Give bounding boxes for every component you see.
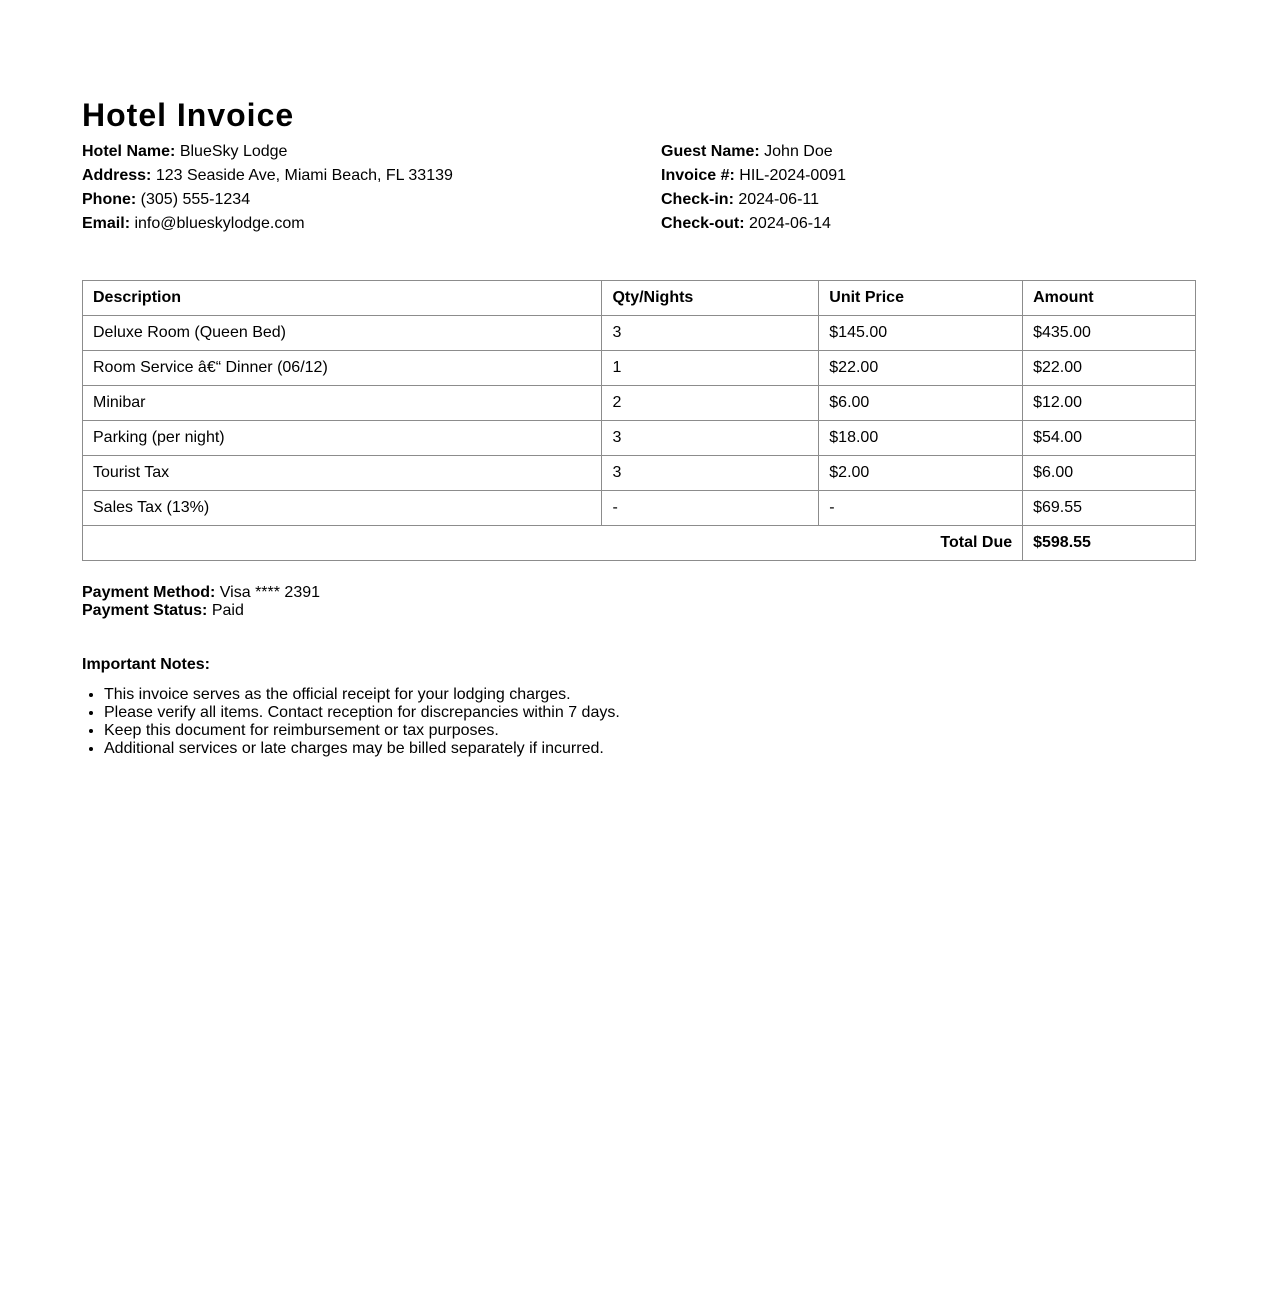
cell-description: Minibar xyxy=(83,386,602,421)
hotel-name-line xyxy=(82,140,453,164)
hotel-name-label: Hotel Name: xyxy=(82,143,176,160)
list-item: • Additional services or late charges may be billed separately if incurred. xyxy=(104,740,620,758)
hotel-name-value: BlueSky Lodge xyxy=(179,143,288,160)
invoice-number-label: Invoice #: xyxy=(661,167,735,184)
checkin-line xyxy=(661,188,846,212)
cell-unit-price: - xyxy=(819,491,1023,526)
table-row xyxy=(83,386,1196,421)
cell-description: Deluxe Room (Queen Bed) xyxy=(83,316,602,351)
payment-status-value: Paid xyxy=(211,602,244,619)
guest-name-label: Guest Name: xyxy=(661,143,760,160)
cell-qty: 3 xyxy=(602,421,819,456)
notes-title: Important Notes: xyxy=(82,656,210,673)
cell-amount: $22.00 xyxy=(1023,351,1196,386)
cell-description: Parking (per night) xyxy=(83,421,602,456)
checkout-label: Check-out: xyxy=(661,215,745,232)
cell-amount: $12.00 xyxy=(1023,386,1196,421)
total-due-value: $598.55 xyxy=(1023,526,1196,561)
cell-qty: 2 xyxy=(602,386,819,421)
hotel-phone-value: (305) 555-1234 xyxy=(140,191,251,208)
list-item: • This invoice serves as the official receipt for your lodging charges. xyxy=(104,686,620,704)
cell-unit-price: $18.00 xyxy=(819,421,1023,456)
checkout-line xyxy=(661,212,846,236)
guest-info xyxy=(661,140,846,236)
invoice-number-line xyxy=(661,164,846,188)
list-item: • Keep this document for reimbursement or tax purposes. xyxy=(104,722,620,740)
cell-description: Room Service â€“ Dinner (06/12) xyxy=(83,351,602,386)
page-title: Hotel Invoice xyxy=(82,97,295,133)
invoice-number-value: HIL-2024-0091 xyxy=(739,167,847,184)
hotel-info xyxy=(82,140,453,236)
header-amount: Amount xyxy=(1023,281,1196,316)
cell-qty: 3 xyxy=(602,456,819,491)
invoice-items-table xyxy=(82,280,1196,561)
cell-qty: - xyxy=(602,491,819,526)
payment-method-value: Visa **** 2391 xyxy=(219,584,321,601)
hotel-phone-line xyxy=(82,188,453,212)
cell-amount: $69.55 xyxy=(1023,491,1196,526)
hotel-address-label: Address: xyxy=(82,167,152,184)
cell-qty: 3 xyxy=(602,316,819,351)
checkin-value: 2024-06-11 xyxy=(738,191,820,208)
cell-description: Tourist Tax xyxy=(83,456,602,491)
table-row xyxy=(83,421,1196,456)
checkout-value: 2024-06-14 xyxy=(749,215,831,232)
cell-unit-price: $6.00 xyxy=(819,386,1023,421)
hotel-address-value: 123 Seaside Ave, Miami Beach, FL 33139 xyxy=(155,167,453,184)
cell-unit-price: $145.00 xyxy=(819,316,1023,351)
header-qty-nights: Qty/Nights xyxy=(602,281,819,316)
table-row xyxy=(83,316,1196,351)
cell-amount: $6.00 xyxy=(1023,456,1196,491)
checkin-label: Check-in: xyxy=(661,191,734,208)
guest-name-line xyxy=(661,140,846,164)
table-row xyxy=(83,351,1196,386)
total-row xyxy=(83,526,1196,561)
hotel-address-line xyxy=(82,164,453,188)
table-row xyxy=(83,491,1196,526)
hotel-phone-label: Phone: xyxy=(82,191,137,208)
notes-list xyxy=(82,686,620,758)
cell-amount: $54.00 xyxy=(1023,421,1196,456)
payment-info xyxy=(82,584,320,620)
payment-method-line xyxy=(82,584,320,602)
list-item: • Please verify all items. Contact reception for discrepancies within 7 days. xyxy=(104,704,620,722)
cell-amount: $435.00 xyxy=(1023,316,1196,351)
guest-name-value: John Doe xyxy=(764,143,833,160)
table-header-row xyxy=(83,281,1196,316)
hotel-email-line xyxy=(82,212,453,236)
total-due-label: Total Due xyxy=(83,526,1023,561)
cell-description: Sales Tax (13%) xyxy=(83,491,602,526)
header-description: Description xyxy=(83,281,602,316)
payment-status-line xyxy=(82,602,320,620)
cell-qty: 1 xyxy=(602,351,819,386)
cell-unit-price: $22.00 xyxy=(819,351,1023,386)
hotel-email-value: info@blueskylodge.com xyxy=(134,215,305,232)
table-row xyxy=(83,456,1196,491)
payment-method-label: Payment Method: xyxy=(82,584,216,601)
header-unit-price: Unit Price xyxy=(819,281,1023,316)
hotel-email-label: Email: xyxy=(82,215,131,232)
cell-unit-price: $2.00 xyxy=(819,456,1023,491)
payment-status-label: Payment Status: xyxy=(82,602,208,619)
